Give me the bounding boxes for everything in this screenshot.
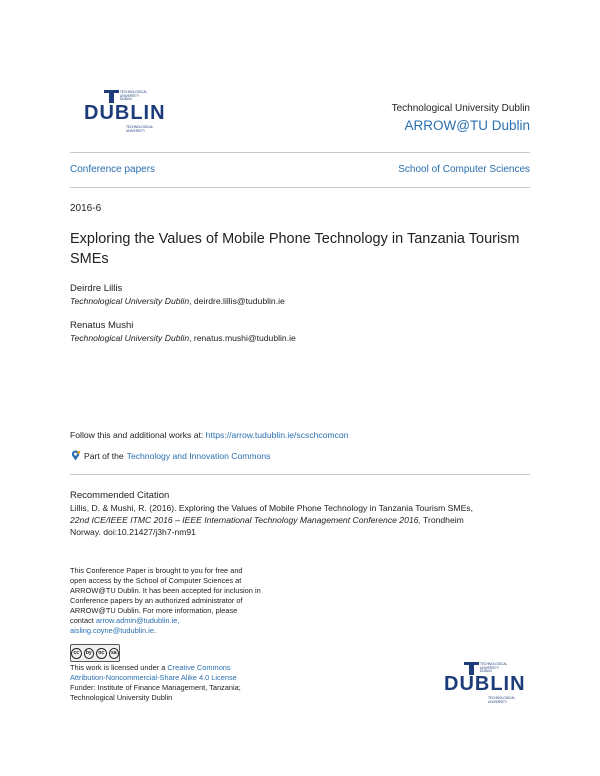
by-icon: by xyxy=(84,648,95,659)
paper-title: Exploring the Values of Mobile Phone Technology in Tanzania Tourism SMEs xyxy=(70,231,520,267)
logo-tiny-text: TECHNOLOGICAL UNIVERSITY DUBLIN xyxy=(480,662,508,674)
divider xyxy=(70,187,530,188)
citation-line: Lillis, D. & Mushi, R. (2016). Exploring the Values of Mobile Phone Technology in Tanzania Tourism SMEs, xyxy=(70,503,473,513)
open-access-notice xyxy=(70,566,295,636)
cc-link[interactable]: Creative Commons xyxy=(167,663,231,672)
creative-commons-badge[interactable] xyxy=(70,644,120,662)
logo-wordmark: DUBLIN xyxy=(444,673,526,695)
funder-line: Technological University Dublin xyxy=(70,693,173,702)
email-link[interactable]: aisling.coyne@tudublin.ie xyxy=(70,626,154,635)
affiliation-institution: Technological University Dublin xyxy=(70,333,190,343)
header-institution xyxy=(392,103,530,133)
citation-venue: 22nd ICE/IEEE ITMC 2016 – IEEE International Technology Management Conference 2016, xyxy=(70,515,421,525)
nc-icon: nc xyxy=(96,648,107,659)
notice-line: ARROW@TU Dublin. It has been accepted for inclusion in xyxy=(70,586,261,595)
citation-text xyxy=(70,502,530,538)
conference-papers-link[interactable]: Conference papers xyxy=(70,164,156,175)
license-prefix: This work is licensed under a xyxy=(70,663,168,672)
comma: , xyxy=(189,296,194,306)
school-link[interactable]: School of Computer Sciences xyxy=(398,164,530,175)
citation-line: Norway. doi:10.21427/j3h7-nm91 xyxy=(70,527,196,537)
repository-link[interactable]: ARROW@TU Dublin xyxy=(404,118,530,133)
funder-line: Funder: Institute of Finance Management, Tanzania; xyxy=(70,683,241,692)
license-line xyxy=(70,663,295,673)
notice-line: Conference papers by an authorized administrator of xyxy=(70,596,243,605)
author-email: renatus.mushi@tudublin.ie xyxy=(193,333,296,343)
author-name: Renatus Mushi xyxy=(70,320,134,331)
divider xyxy=(70,474,530,475)
author-affiliation xyxy=(70,333,296,343)
tu-dublin-logo-bottom xyxy=(444,660,530,708)
publication-date: 2016-6 xyxy=(70,203,102,214)
commons-link[interactable]: Technology and Innovation Commons xyxy=(126,450,271,461)
logo-tiny-text-bottom: TECHNOLOGICAL UNIVERSITY xyxy=(126,125,154,133)
sa-icon: sa xyxy=(109,648,120,659)
comma: , xyxy=(189,333,194,343)
cc-license-link[interactable]: Attribution-Noncommercial-Share Alike 4.0 License xyxy=(70,673,237,682)
logo-tiny-text-bottom: TECHNOLOGICAL UNIVERSITY xyxy=(488,696,516,704)
notice-line xyxy=(70,616,295,626)
follow-line xyxy=(70,430,349,440)
recommended-citation-heading: Recommended Citation xyxy=(70,490,170,501)
notice-line: ARROW@TU Dublin. For more information, please xyxy=(70,606,238,615)
notice-line: This Conference Paper is brought to you for free and xyxy=(70,566,243,575)
notice-line: open access by the School of Computer Sciences at xyxy=(70,576,242,585)
period: . xyxy=(153,626,156,635)
cc-icon: cc xyxy=(71,648,82,659)
license-notice xyxy=(70,663,295,703)
email-link[interactable]: arrow.admin@tudublin.ie, xyxy=(95,616,180,625)
contact-prefix: contact xyxy=(70,616,96,625)
follow-url-link[interactable]: https://arrow.tudublin.ie/scschcomcon xyxy=(205,430,349,440)
affiliation-institution: Technological University Dublin xyxy=(70,296,190,306)
divider xyxy=(70,152,530,153)
part-of-line xyxy=(70,450,270,461)
citation-line xyxy=(70,514,530,526)
citation-location: Trondheim xyxy=(420,515,464,525)
logo-wordmark: DUBLIN xyxy=(84,102,166,124)
author-email: deirdre.lillis@tudublin.ie xyxy=(193,296,285,306)
institution-name: Technological University Dublin xyxy=(391,103,530,114)
logo-tiny-text: TECHNOLOGICAL UNIVERSITY DUBLIN xyxy=(120,90,148,102)
follow-prefix: Follow this and additional works at: xyxy=(70,430,206,440)
part-of-prefix: Part of the xyxy=(84,450,124,461)
tu-dublin-logo xyxy=(84,88,168,138)
notice-line xyxy=(70,626,295,636)
network-pin-icon xyxy=(70,450,81,461)
author-affiliation xyxy=(70,296,285,306)
author-name: Deirdre Lillis xyxy=(70,283,123,294)
